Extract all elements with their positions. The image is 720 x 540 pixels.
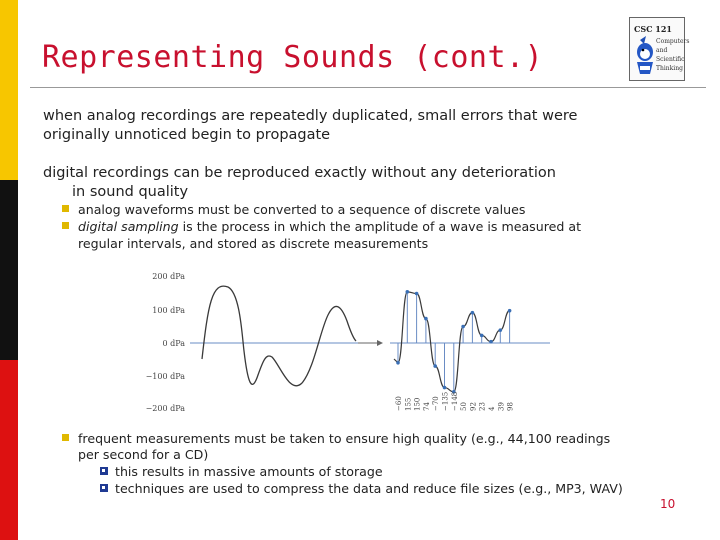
sample-point xyxy=(471,311,475,315)
sample-point xyxy=(415,292,419,296)
y-tick-label: 100 dPa xyxy=(152,306,185,315)
paragraph-digital-line1: digital recordings can be reproduced exactly without any deterioration xyxy=(43,165,556,181)
logo-line: Thinking xyxy=(656,65,683,72)
analog-waveform xyxy=(202,286,356,386)
slide-title: Representing Sounds (cont.) xyxy=(42,40,544,75)
sample-point xyxy=(508,309,512,313)
sample-point xyxy=(443,386,447,390)
bullet-digital-sampling xyxy=(78,218,581,235)
logo-line: Computers xyxy=(656,38,690,45)
bullet-square-icon xyxy=(62,222,69,229)
y-tick-label: 0 dPa xyxy=(162,339,185,348)
y-tick-label: 200 dPa xyxy=(152,272,185,281)
sample-value-label: 4 xyxy=(488,406,496,411)
bullet-frequent-measurements-line1: frequent measurements must be taken to ensure high quality (e.g., 44,100 readings xyxy=(78,431,611,446)
logo-line: Scientific xyxy=(656,56,685,63)
sub-bullet-storage: this results in massive amounts of storage xyxy=(115,464,383,479)
sample-value-label: 98 xyxy=(506,402,515,411)
bullet-square-icon xyxy=(62,205,69,212)
accent-stripe-black xyxy=(0,180,18,360)
sample-value-label: −70 xyxy=(432,396,441,411)
sample-value-label: 74 xyxy=(422,402,431,411)
logo-course-code: CSC 121 xyxy=(634,24,672,34)
sample-value-label: 23 xyxy=(478,402,487,411)
sample-value-label: 150 xyxy=(413,397,422,411)
paragraph-analog-line2: originally unnoticed begin to propagate xyxy=(43,127,331,143)
sample-value-label: −60 xyxy=(395,396,403,411)
bullet-digital-sampling-text: is the process in which the amplitude of a wave is measured at xyxy=(178,219,582,234)
sample-point xyxy=(406,290,410,294)
sample-point xyxy=(433,364,437,368)
sample-point xyxy=(480,334,484,338)
figure-y-axis-labels xyxy=(146,272,186,413)
sample-value-label: 155 xyxy=(404,397,413,411)
accent-stripe-yellow xyxy=(0,0,18,180)
sample-value-label: 50 xyxy=(460,402,469,411)
sample-points xyxy=(396,290,511,394)
bullet-digital-sampling-line2: regular intervals, and stored as discrete measurements xyxy=(78,236,429,251)
sample-value-label: −148 xyxy=(450,391,459,411)
sample-point xyxy=(489,340,493,344)
bullet-frequent-measurements-line2: per second for a CD) xyxy=(78,447,209,462)
title-divider xyxy=(30,87,706,88)
page-number: 10 xyxy=(660,497,676,511)
sample-point xyxy=(461,325,465,329)
bullet-analog-conversion: analog waveforms must be converted to a sequence of discrete values xyxy=(78,202,526,217)
logo-line: and xyxy=(656,47,668,54)
y-tick-label: −200 dPa xyxy=(145,404,185,413)
y-tick-label: −100 dPa xyxy=(145,372,185,381)
term-digital-sampling: digital sampling xyxy=(78,219,179,234)
sample-value-label: 92 xyxy=(469,402,478,411)
sample-point xyxy=(396,361,400,365)
sampling-figure xyxy=(140,265,560,415)
sub-bullet-square-icon xyxy=(100,484,108,492)
paragraph-analog-line1: when analog recordings are repeatedly duplicated, small errors that were xyxy=(43,108,578,124)
sample-value-label: −135 xyxy=(441,391,450,411)
sample-point xyxy=(424,317,428,321)
sample-value-labels xyxy=(395,392,515,411)
bluejay-icon xyxy=(632,36,658,76)
sub-bullet-compression: techniques are used to compress the data and reduce file sizes (e.g., MP3, WAV) xyxy=(115,481,623,496)
paragraph-digital-line2: in sound quality xyxy=(72,184,189,200)
bullet-square-icon xyxy=(62,434,69,441)
sub-bullet-square-icon xyxy=(100,467,108,475)
accent-stripe-red xyxy=(0,360,18,540)
sample-value-label: 39 xyxy=(497,402,506,411)
sample-point xyxy=(499,328,503,332)
course-logo xyxy=(629,17,690,81)
arrow-head-icon xyxy=(377,340,383,346)
